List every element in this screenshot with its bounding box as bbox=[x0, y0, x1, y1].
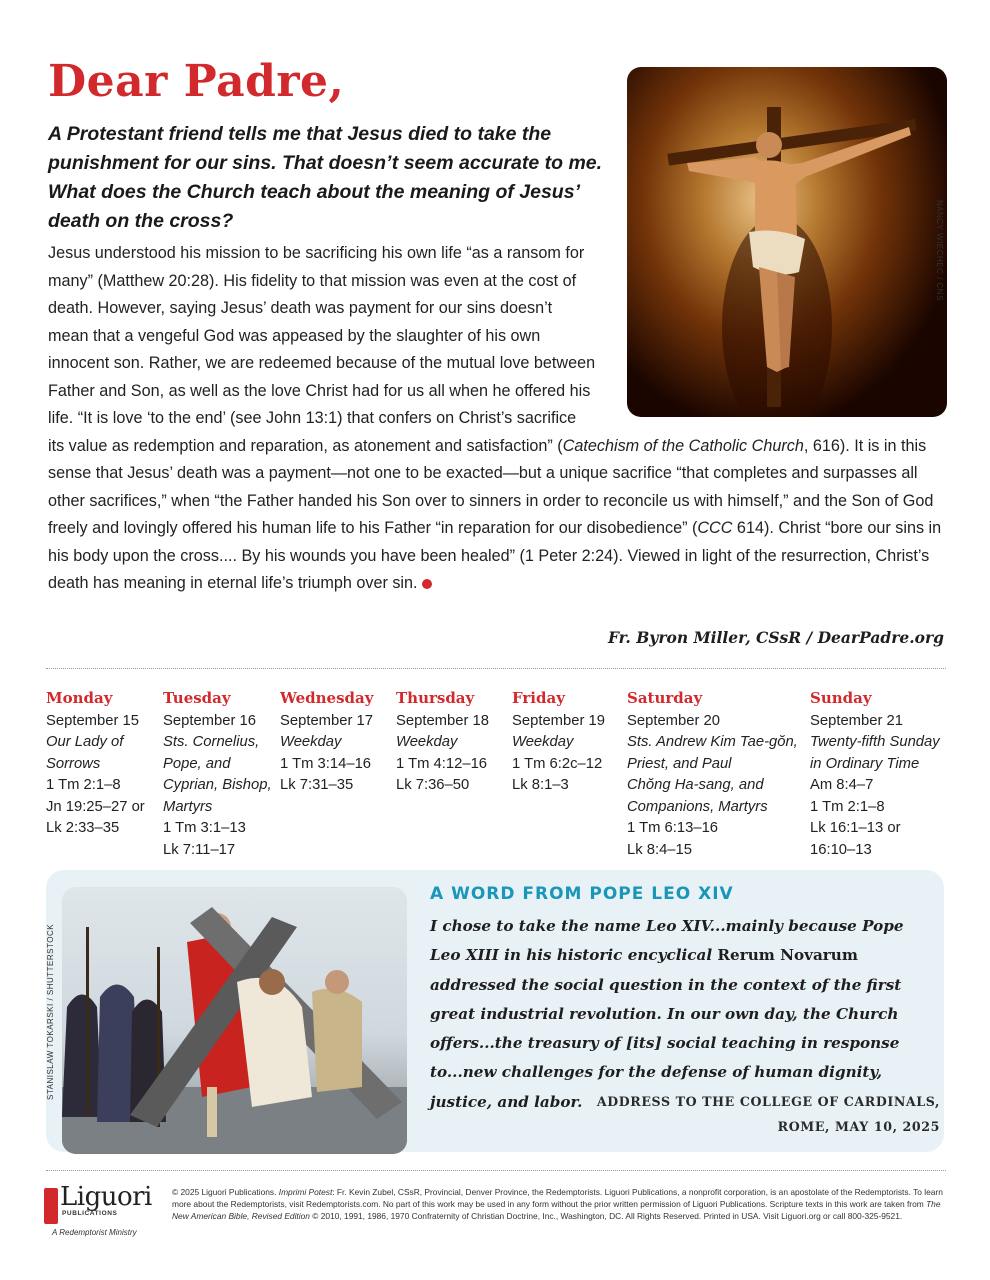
answer-text bbox=[48, 240, 948, 598]
reading-line: 1 Tm 2:1–8 bbox=[810, 798, 885, 815]
reading-line: 1 Tm 6:13–16 bbox=[627, 820, 719, 836]
footer-part-1: © 2025 Liguori Publications. bbox=[172, 1187, 279, 1197]
day-date: September 15 bbox=[46, 712, 139, 729]
ccc-citation: CCC bbox=[697, 519, 733, 537]
logo-subtitle: PUBLICATIONS bbox=[62, 1210, 118, 1217]
day-date: September 17 bbox=[280, 712, 373, 729]
reading-line: 16:10–13 bbox=[810, 841, 872, 858]
pope-quote-source bbox=[597, 1089, 940, 1139]
source-line: ROME, MAY 10, 2025 bbox=[777, 1119, 940, 1134]
day-date: September 19 bbox=[512, 712, 605, 729]
encyclical-title: Rerum Novarum bbox=[717, 946, 858, 965]
day-column-thursday bbox=[396, 688, 508, 797]
feast-line: Cyprian, Bishop, bbox=[163, 777, 272, 793]
pope-quote-part-2: addressed the social question in the context of the first great industrial revolution. In our own day, the Church offers...the treasury of [its] social teaching in response to...new challenges for the defense of human dignity, justice, and labor. bbox=[430, 975, 902, 1111]
imprimi-potest: Imprimi Potest bbox=[278, 1187, 333, 1197]
top-photo-credit: NANCY WIECHEC / CNS bbox=[935, 200, 944, 301]
feast-line: Our Lady of bbox=[46, 734, 124, 750]
answer-part-2: , 616). It is in this sense that Jesus’ death was a payment—not one to be exacted—but a unique sacrifice “that completes and surpasses all other sacrifices,” when “the Father handed his Son over to sinners in order to reconcile us with himself,” and the Son of God freely and lovingly offered his human life to his Father “in reparation for our disobedience” ( bbox=[48, 436, 934, 537]
reading-line: Lk 8:4–15 bbox=[627, 841, 692, 858]
passion-play-photo bbox=[62, 887, 407, 1154]
day-date: September 18 bbox=[396, 712, 489, 729]
reading-line: 1 Tm 6:2c–12 bbox=[512, 755, 603, 772]
day-date: September 20 bbox=[627, 712, 720, 729]
day-date: September 16 bbox=[163, 712, 256, 729]
reading-line: 1 Tm 4:12–16 bbox=[396, 755, 488, 772]
day-name: Monday bbox=[46, 689, 113, 707]
reading-line: Lk 7:31–35 bbox=[280, 777, 354, 793]
feast-line: in Ordinary Time bbox=[810, 755, 920, 772]
pope-quote-part-1: I chose to take the name Leo XIV...mainly because Pope Leo XIII in his historic encyclical bbox=[430, 917, 904, 965]
answer-part-3: 614). Christ “bore our sins in his body upon the cross.... By his wounds you have been healed” (1 Peter 2:24). Viewed in light of the resurrection, Christ’s death has meaning in eternal life’s triumph over sin. bbox=[48, 519, 942, 592]
footer-part-3: © 2010, 1991, 1986, 1970 Confraternity of Christian Doctrine, Inc., Washington, DC. All Rights Reserved. Printed in USA. Visit Liguori.org or call 800-325-9521. bbox=[309, 1211, 903, 1222]
reading-line: 1 Tm 2:1–8 bbox=[46, 777, 121, 793]
catechism-citation: Catechism of the Catholic Church bbox=[562, 436, 804, 455]
feast-line: Sts. Andrew Kim Tae-gŏn, bbox=[627, 734, 798, 750]
divider bbox=[46, 1170, 946, 1171]
logo-tagline: A Redemptorist Ministry bbox=[52, 1228, 137, 1237]
author-signature: Fr. Byron Miller, CSsR / DearPadre.org bbox=[607, 628, 944, 647]
day-column-friday bbox=[512, 688, 624, 797]
reading-line: Lk 7:11–17 bbox=[163, 841, 236, 858]
answer-part-1: Jesus understood his mission to be sacrificing his own life “as a ransom for many” (Matthew 20:28). His fidelity to that mission was even at the cost of death. However, saying Jesus’ death was payment for our sins doesn’t mean that a vengeful God was appeased by the slaughter of his own innocent son. Rather, we are redeemed because of the mutual love between Father and Son, as well as the love Christ had for us all when he offered his life. “It is love ‘to the end’ (see John 13:1) that confers on Christ’s sacrifice its value as redemption and reparation, as atonement and satisfaction” ( bbox=[48, 244, 596, 455]
day-name: Wednesday bbox=[280, 689, 374, 707]
reading-line: Lk 7:36–50 bbox=[396, 777, 470, 793]
liguori-logo bbox=[44, 1182, 156, 1240]
day-column-wednesday bbox=[280, 688, 392, 797]
feast-line: Sorrows bbox=[46, 755, 101, 772]
day-column-tuesday bbox=[163, 688, 275, 861]
feast-line: Pope, and bbox=[163, 755, 231, 772]
feast-line: Sts. Cornelius, bbox=[163, 734, 260, 750]
reading-line: Lk 2:33–35 bbox=[46, 820, 120, 836]
feast-line: Weekday bbox=[396, 734, 458, 750]
logo-mark-icon bbox=[44, 1188, 58, 1224]
logo-name: Liguori bbox=[60, 1182, 152, 1212]
passion-play-illustration bbox=[62, 887, 407, 1154]
end-mark-icon bbox=[422, 579, 432, 589]
feast-line: Martyrs bbox=[163, 798, 213, 815]
day-column-monday bbox=[46, 688, 158, 840]
source-line: ADDRESS TO THE COLLEGE OF CARDINALS, bbox=[596, 1094, 940, 1109]
day-name: Thursday bbox=[396, 689, 475, 707]
day-column-sunday bbox=[810, 688, 950, 861]
divider bbox=[46, 668, 946, 669]
reading-line: Lk 8:1–3 bbox=[512, 777, 569, 793]
reading-line: 1 Tm 3:14–16 bbox=[280, 755, 372, 772]
page-title: Dear Padre, bbox=[48, 56, 345, 107]
reading-line: Am 8:4–7 bbox=[810, 777, 874, 793]
reader-question: A Protestant friend tells me that Jesus died to take the punishment for our sins. That doesn’t seem accurate to me. What does the Church teach about the meaning of Jesus’ death on the cross? bbox=[48, 123, 603, 232]
footer-copyright bbox=[172, 1186, 947, 1223]
footer-part-2: : Fr. Kevin Zubel, CSsR, Provincial, Denver Province, the Redemptorists. Liguori Publications, a nonprofit corporation, is an apostolate of the Redemptorists. To learn more about the Redemptorists, visit Redemptorists.com. No part of this work may be used in any form without the prior written permission of Liguori Publications. Scripture texts in this work are taken from bbox=[172, 1187, 943, 1210]
day-column-saturday bbox=[627, 688, 807, 861]
day-date: September 21 bbox=[810, 712, 903, 729]
reading-line: Jn 19:25–27 or bbox=[46, 798, 145, 815]
pope-quote bbox=[430, 912, 935, 1117]
feast-line: Priest, and Paul bbox=[627, 755, 732, 772]
feast-line: Weekday bbox=[512, 734, 574, 750]
day-name: Tuesday bbox=[163, 689, 231, 707]
reading-line: 1 Tm 3:1–13 bbox=[163, 820, 246, 836]
feast-line: Weekday bbox=[280, 734, 342, 750]
reading-line: Lk 16:1–13 or bbox=[810, 820, 901, 836]
feast-line: Chŏng Ha-sang, and bbox=[627, 777, 764, 793]
feast-line: Companions, Martyrs bbox=[627, 798, 768, 815]
feast-line: Twenty-fifth Sunday bbox=[810, 734, 940, 750]
day-name: Saturday bbox=[627, 689, 703, 707]
bottom-photo-credit: STANISLAW TOKARSKI / SHUTTERSTOCK bbox=[46, 923, 55, 1100]
day-name: Sunday bbox=[810, 689, 872, 707]
pope-heading: A WORD FROM POPE LEO XIV bbox=[430, 884, 734, 904]
bible-title: The New American Bible, Revised Edition bbox=[172, 1199, 941, 1222]
day-name: Friday bbox=[512, 689, 565, 707]
